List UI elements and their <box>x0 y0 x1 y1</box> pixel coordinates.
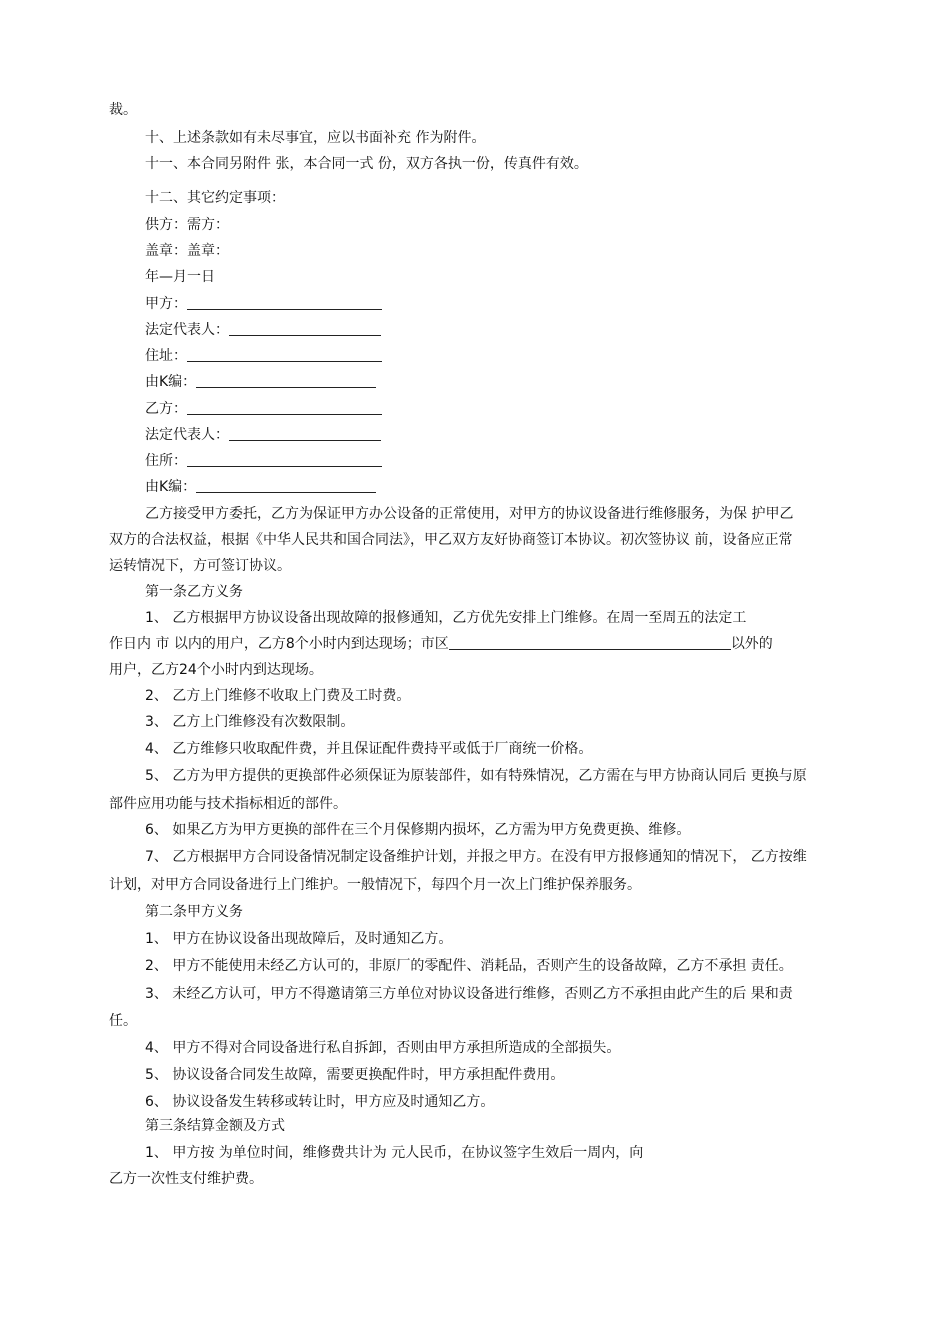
list-item: 1、 甲方在协议设备出现故障后，及时通知乙方。 <box>145 931 453 947</box>
paragraph-line: 部件应用功能与技术指标相近的部件。 <box>109 796 347 812</box>
line-text: 以外的 <box>730 636 773 652</box>
paragraph-line: 乙方一次性支付维护费。 <box>109 1171 263 1187</box>
list-item: 6、 协议设备发生转移或转让时，甲方应及时通知乙方。 <box>145 1094 495 1110</box>
party-a-address-field <box>145 347 382 365</box>
party-a-postcode-field <box>145 373 376 391</box>
field-label: 乙方： <box>145 401 187 417</box>
fill-blank <box>449 635 731 650</box>
fill-blank <box>187 452 382 467</box>
party-b-postcode-field <box>145 478 376 496</box>
paragraph-line: 任。 <box>109 1013 137 1029</box>
paragraph-line: 计划，对甲方合同设备进行上门维护。一般情况下，每四个月一次上门维护保养服务。 <box>109 877 641 893</box>
section-heading: 第二条甲方义务 <box>145 904 243 920</box>
fill-blank <box>187 400 382 415</box>
list-item: 3、 未经乙方认可，甲方不得邀请第三方单位对协议设备进行维修，否则乙方不承担由此产生的后 果和责 <box>145 986 793 1002</box>
field-label: 甲方： <box>145 296 187 312</box>
list-item: 2、 乙方上门维修不收取上门费及工时费。 <box>145 688 411 704</box>
paragraph-line: 1、 乙方根据甲方协议设备出现故障的报修通知，乙方优先安排上门维修。在周一至周五的法定工 <box>145 610 747 626</box>
list-item: 3、 乙方上门维修没有次数限制。 <box>145 714 355 730</box>
supplier-buyer-line: 供方：需方： <box>145 217 229 233</box>
paragraph-line: 双方的合法权益，根据《中华人民共和国合同法》，甲乙双方友好协商签订本协议。初次签协议 前，设备应正常 <box>109 532 793 548</box>
field-label: 法定代表人： <box>145 427 229 443</box>
list-item: 4、 乙方维修只收取配件费，并且保证配件费持平或低于厂商统一价格。 <box>145 741 593 757</box>
clause-10: 十、上述条款如有未尽事宜，应以书面补充 作为附件。 <box>145 130 486 146</box>
seal-line: 盖章：盖章： <box>145 243 229 259</box>
paragraph-line: 用户，乙方24个小时内到达现场。 <box>109 662 323 678</box>
party-a-field <box>145 295 382 313</box>
date-line: 年—月一日 <box>145 269 215 285</box>
field-label: 住所： <box>145 453 187 469</box>
party-b-address-field <box>145 452 382 470</box>
party-b-field <box>145 400 382 418</box>
list-item: 2、 甲方不能使用未经乙方认可的，非原厂的零配件、消耗品，否则产生的设备故障，乙方不承担 责任。 <box>145 958 793 974</box>
paragraph-line: 运转情况下，方可签订协议。 <box>109 558 291 574</box>
fill-blank <box>187 347 382 362</box>
section-heading: 第三条结算金额及方式 <box>145 1118 285 1134</box>
line-text: 作日内 市 以内的用户，乙方8个小时内到达现场；市区 <box>109 636 449 652</box>
section-heading: 第一条乙方义务 <box>145 584 243 600</box>
clause-11: 十一、本合同另附件 张，本合同一式 份，双方各执一份，传真件有效。 <box>145 156 588 172</box>
paragraph-line <box>109 635 773 653</box>
paragraph-line: 乙方接受甲方委托，乙方为保证甲方办公设备的正常使用，对甲方的协议设备进行维修服务，为保 护甲乙 <box>145 506 794 522</box>
list-item: 7、 乙方根据甲方合同设备情况制定设备维护计划，并报之甲方。在没有甲方报修通知的情况下， 乙方按维 <box>145 849 807 865</box>
field-label: 由Κ编： <box>145 374 197 390</box>
text-line: 裁。 <box>109 102 137 118</box>
party-a-representative-field <box>145 321 381 339</box>
list-item: 4、 甲方不得对合同设备进行私自拆卸，否则由甲方承担所造成的全部损失。 <box>145 1040 621 1056</box>
list-item: 5、 协议设备合同发生故障，需要更换配件时，甲方承担配件费用。 <box>145 1067 565 1083</box>
list-item: 5、 乙方为甲方提供的更换部件必须保证为原装部件，如有特殊情况，乙方需在与甲方协商认同后 更换与原 <box>145 768 807 784</box>
fill-blank <box>187 295 382 310</box>
clause-12: 十二、其它约定事项： <box>145 190 285 206</box>
list-item: 6、 如果乙方为甲方更换的部件在三个月保修期内损坏，乙方需为甲方免费更换、维修。 <box>145 822 691 838</box>
field-label: 法定代表人： <box>145 322 229 338</box>
field-label: 由Κ编： <box>145 479 197 495</box>
party-b-representative-field <box>145 426 381 444</box>
fill-blank <box>196 478 376 493</box>
list-item: 1、 甲方按 为单位时间，维修费共计为 元人民币，在协议签字生效后一周内，向 <box>145 1145 644 1161</box>
field-label: 住址： <box>145 348 187 364</box>
fill-blank <box>229 426 381 441</box>
fill-blank <box>196 373 376 388</box>
fill-blank <box>229 321 381 336</box>
